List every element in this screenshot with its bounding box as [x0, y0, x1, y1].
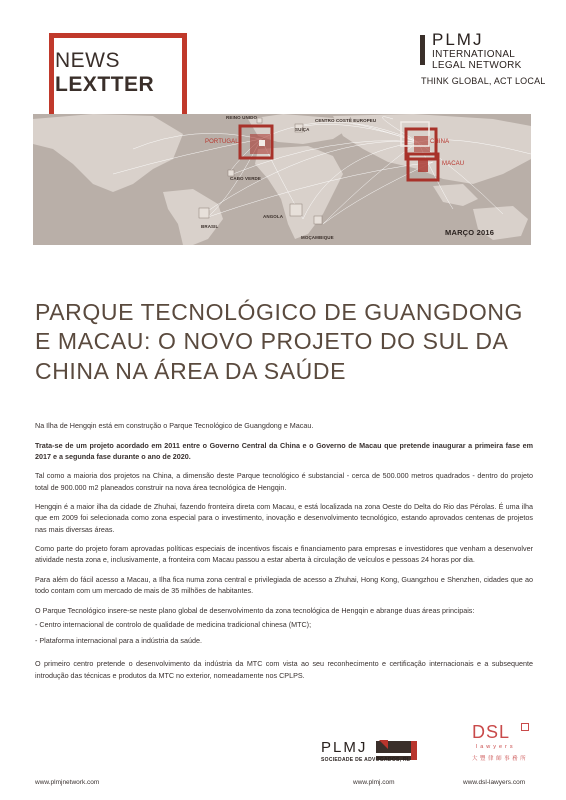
footer-dsl-chinese-name: 大 豐 律 師 事 務 所 — [472, 756, 527, 762]
link-plmj[interactable]: www.plmj.com — [353, 779, 395, 786]
masthead-lextter: LEXTTER — [55, 73, 155, 96]
south-america-shape — [163, 189, 223, 245]
map-label-reino-unido: REINO UNIDO — [226, 115, 258, 120]
article-body — [35, 420, 533, 689]
map-label-cabo-verde: CABO VERDE — [230, 176, 262, 181]
map-label-mocambique: MOÇAMBIQUE — [301, 235, 334, 240]
macau-inner-square — [418, 160, 428, 172]
footer-plmj-red-triangle — [379, 740, 388, 749]
map-label-suica: SUÍÇA — [295, 127, 310, 132]
paragraph-1: Na Ilha de Hengqin está em construção o Parque Tecnológico de Guangdong e Macau. — [35, 421, 314, 430]
plmj-logo-bar — [420, 35, 425, 65]
paragraph-8: O primeiro centro pretende o desenvolvimento da indústria da MTC com vista ao seu reconhecimento e certificação internacionais e a subsequente introdução das técnicas e produtos da MTC no exterior, nomeadamente nos CPLPS. — [35, 659, 533, 680]
uk-marker — [257, 118, 262, 123]
north-america-shape — [33, 114, 183, 192]
africa-shape — [255, 146, 343, 239]
footer-plmj-subtitle: SOCIEDADE DE ADVOGADOS, RL — [321, 757, 411, 763]
plmj-logo-text: PLMJ — [432, 30, 484, 49]
paragraph-2-bold: Trata-se de um projeto acordado em 2011 entre o Governo Central da China e o Governo de Macau que pretende inaugurar a primeira fase em 2017 e a segunda fase durante o ano de 2020. — [35, 440, 533, 461]
world-map-banner — [33, 114, 531, 245]
list-item: - Centro internacional de controlo de qualidade de medicina tradicional chinesa (MTC); — [35, 620, 312, 630]
dsl-logo-square-icon — [521, 723, 529, 731]
footer-plmj-logo: PLMJ — [321, 739, 368, 756]
map-label-brasil: BRASIL — [201, 224, 219, 229]
plmj-network-label — [432, 50, 522, 71]
map-label-portugal: PORTUGAL — [205, 139, 239, 145]
southeast-asia-shape — [433, 184, 478, 206]
areas-list — [35, 619, 533, 646]
world-map-graphic — [33, 114, 531, 245]
china-inner-square — [414, 136, 430, 152]
masthead-news: NEWS — [55, 49, 120, 72]
link-dsl-lawyers[interactable]: www.dsl-lawyers.com — [463, 779, 526, 786]
article-title: PARQUE TECNOLÓGICO DE GUANGDONG E MACAU: O NOVO PROJETO DO SUL DA CHINA NA ÁREA DA SAÚDE — [35, 299, 524, 384]
network-line-1: INTERNATIONAL — [432, 49, 516, 60]
map-label-macau: MACAU — [442, 161, 465, 167]
footer-plmj-red-bar — [411, 741, 417, 760]
issue-date: MARÇO 2016 — [445, 228, 495, 237]
link-plmjnetwork[interactable]: www.plmjnetwork.com — [35, 779, 100, 786]
footer-dsl-subtitle: lawyers — [476, 744, 516, 750]
map-label-angola: ANGOLA — [263, 214, 284, 219]
angola-marker — [290, 204, 302, 216]
plmj-tagline: THINK GLOBAL, ACT LOCAL — [421, 76, 546, 86]
mocambique-marker — [314, 216, 322, 224]
list-item: - Plataforma internacional para a indústria da saúde. — [35, 636, 203, 646]
brasil-marker — [199, 208, 209, 218]
portugal-dot — [259, 140, 265, 146]
paragraph-3: Tal como a maioria dos projetos na China, a dimensão deste Parque tecnológico é substancial - cerca de 500.000 metros quadrados - dentro do projeto total de 900.000 m2 planeados construir na nova área tecnológica de Hengqin. — [35, 471, 533, 492]
footer-dsl-logo: DSL — [472, 722, 511, 742]
paragraph-6: Para além do fácil acesso a Macau, a Ilha fica numa zona central e privilegiada de acesso a Zhuhai, Hong Kong, Guangzhou e Shenzhen, cidades que ao todo contam com um mercado de mais de 35 milhões de habitantes. — [35, 575, 533, 596]
paragraph-5: Como parte do projeto foram aprovadas políticas especiais de incentivos fiscais e financiamento para empresas e investidores que venham a desenvolver atividade nesta zona e, inclusivamente, a fronteira com Macau passou a estar aberta à circulação de veículos e pessoas 24 horas por dia. — [35, 544, 533, 565]
map-label-china: CHINA — [430, 139, 450, 145]
map-label-centro-europeu: CENTRO COSTÊ EUROPEU — [315, 118, 377, 123]
paragraph-4: Hengqin é a maior ilha da cidade de Zhuhai, fazendo fronteira direta com Macau, e está localizada na zona Oeste do Delta do Rio das Pérolas. É uma ilha que em 2009 foi selecionada como zona especial para o investimento, inovação e desenvolvimento tecnológico, estando aprovados centenas de projetos nas mais diversas áreas. — [35, 502, 533, 534]
paragraph-7: O Parque Tecnológico insere-se neste plano global de desenvolvimento da zona tecnológica de Hengqin e abrange duas áreas principais: — [35, 605, 475, 615]
network-line-2: LEGAL NETWORK — [432, 59, 522, 71]
